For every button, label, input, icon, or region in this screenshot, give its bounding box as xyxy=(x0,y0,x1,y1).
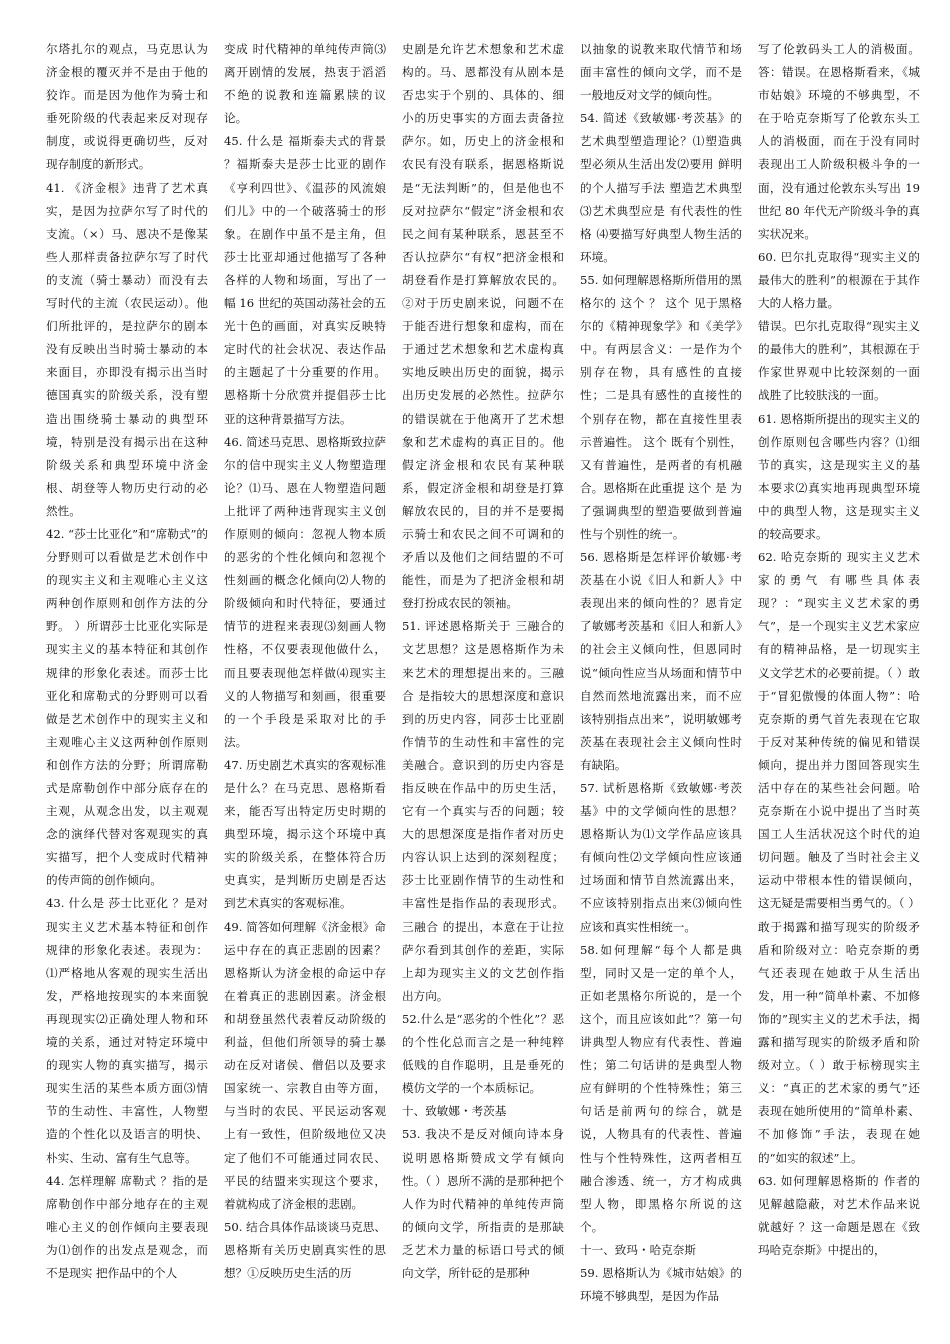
paragraph: 尔塔扎尔的观点，马克思认为济金根的覆灭并不是由于他的狡诈。而是因为他作为骑士和垂死阶级的代表起来反对现存制度，或说得更确切些，反对现存制度的新形式。 xyxy=(46,42,208,172)
paragraph: 52.什么是“恶劣的个性化”？恶的个性化总而言之是一种纯粹低贱的自作聪明，且是垂死的模仿文学的一个本质标记。 xyxy=(402,1011,564,1096)
paragraph: 十一、致玛・哈克奈斯 xyxy=(580,1242,696,1257)
paragraph: 53. 我决不是反对倾向诗本身 说明恩格斯赞成文学有倾向性。（ ）恩所不满的是那种把个人作为时代精神的单纯传声筒的倾向文学，所指责的是那缺乏艺术力量的标语口号式的倾向文学，所针砭的是那种 xyxy=(402,1127,564,1280)
paragraph: 47. 历史剧艺术真实的客观标准是什么？在马克思、恩格斯看来，能否写出特定历史时期的典型环境，揭示这个环境中真实的阶级关系，在整体符合历史真实，是判断历史剧是否达到艺术真实的客观标准。 xyxy=(224,757,386,911)
paragraph: 错误。巴尔扎克取得“现实主义的最伟大的胜利”，其根源在于作家世界观中比较深刻的一面战胜了比较肤浅的一面。 xyxy=(758,319,920,403)
paragraph: 54. 简述《致敏娜·考茨基》的艺术典型塑造理论？⑴塑造典型必须从生活出发⑵要用 鲜明的个人描写手法 塑造艺术典型⑶艺术典型应是 有代表性的性格 ⑷要描写好典型人物生活的环境。 xyxy=(580,111,742,264)
paragraph: 50. 结合具体作品谈谈马克思、恩格斯有关历史剧真实性的思想？①反映历史生活的历 xyxy=(224,1219,386,1280)
paragraph: 58.如何理解“每个人都是典型，同时又是一定的单个人，正如老黑格尔所说的，是一个这个，而且应该如此”？第一句讲典型人物应有代表性、普遍性；第二句话讲的是典型人物应有鲜明的个性特殊性；第三句话是前两句的综合，就是说，人物具有的代表性、普遍性与个性特殊性，这两者相互融合渗透、统一，方才构成典型人物，即黑格尔所说的这个。 xyxy=(580,942,742,1234)
paragraph: 57. 试析恩格斯《致敏娜·考茨基》中的文学倾向性的思想？恩格斯认为⑴文学作品应该具有倾向性⑵文学倾向性应该通过场面和情节自然流露出来，不应该特别指点出来⑶倾向性应该和真实性相统一。 xyxy=(580,781,742,934)
paragraph: 49. 简答如何理解《济金根》命运中存在的真正悲剧的因素？恩格斯认为济金根的命运中存在着真正的悲剧因素。济金根和胡登虽然代表着反动阶级的利益，但他们所领导的骑士暴动在反对诸侯、僧侣以及要求国家统一、宗教自由等方面，与当时的农民、平民运动客观上有一致性，但阶级地位又决定了他们不可能通过同农民、平民的结盟来实现这个要求，着就构成了济金根的悲剧。 xyxy=(224,919,386,1211)
text-column xyxy=(402,38,564,1338)
paragraph: 变成 时代精神的单纯传声筒⑶离开剧情的发展，热衷于滔滔不绝的说教和连篇累牍的议论。 xyxy=(224,42,386,126)
paragraph: 56. 恩格斯是怎样评价敏娜·考茨基在小说《旧人和新人》中表现出来的倾向性的？恩肯定了敏娜考茨基和《旧人和新人》的社会主义倾向性，但恩同时说“倾向性应当从场面和情节中自然而然地流露出来，而不应该特别指点出来”，说明敏娜考茨基在表现社会主义倾向性时有缺陷。 xyxy=(580,550,742,772)
paragraph: 42. “莎士比亚化”和“席勒式”的分野则可以看做是艺术创作中的现实主义和主观唯心主义这两种创作原则和创作方法的分野。 ）所谓莎士比亚化实际是现实主义的基本特征和其创作规律的形象化表述。而莎士比亚化和席勒式的分野则可以看做是艺术创作中的现实主义和主观唯心主义这两种创作原则和创作方法的分野；所谓席勒式是席勒创作中部分底存在的主观，从观念出发，以主观观念的演绎代替对客观现实的真实描写，把个人变成时代精神的传声筒的创作倾向。 xyxy=(46,526,208,888)
paragraph: 以抽象的说教来取代情节和场面丰富性的倾向文学，而不是一般地反对文学的倾向性。 xyxy=(580,42,742,103)
text-column xyxy=(224,38,386,1338)
paragraph: 44. 怎样理解 席勒式 ？指的是席勒创作中部分地存在的主观唯心主义的创作倾向主要表现为⑴创作的出发点是观念，而不是现实 把作品中的个人 xyxy=(46,1173,208,1280)
paragraph: 59. 恩格斯认为《城市姑娘》的环境不够典型，是因为作品 xyxy=(580,1265,742,1304)
paragraph: 45. 什么是 福斯泰夫式的背景 ？福斯泰夫是莎士比亚的剧作《亨利四世》、《温莎的风流娘们儿》中的一个破落骑士的形象。在剧作中虽不是主角，但莎士比亚却通过他描写了各种各样的人物和场面，写出了一幅 16 世纪的英国动荡社会的五光十色的画面，对真实反映特定时代的社会状况、表达作品的主题起了十分重要的作用。恩格斯十分欣赏并提倡莎士比亚的这种背景描写方法。 xyxy=(224,134,386,426)
text-column xyxy=(758,38,920,1338)
paragraph: 61. 恩格斯所提出的现实主义的创作原则包含哪些内容？⑴细节的真实，这是现实主义的基本要求⑵真实地再现典型环境中的典型人物，这是现实主义的较高要求。 xyxy=(758,411,920,541)
text-column xyxy=(580,38,742,1338)
paragraph: 51. 评述恩格斯关于 三融合的文艺思想？这是恩格斯作为未来艺术的理想提出来的。三融合 是指较大的思想深度和意识到的历史内容，同莎士比亚剧作情节的生动性和丰富性的完美融合。意识到的历史内容是指反映在作品中的历史生活，它有一个真实与否的问题；较大的思想深度是指作者对历史内容认识上达到的深刻程度；莎士比亚剧作情节的生动性和丰富性是指作品的表现形式。 三融合 的提出，本意在于让拉萨尔看到其创作的差距，实际上却为现实主义的文艺创作指出方向。 xyxy=(402,619,564,1003)
paragraph: 55. 如何理解恩格斯所借用的黑格尔的 这个 ？ 这个 见于黑格尔的《精神现象学》和《美学》中。有两层含义：一是作为个别存在物，具有感性的直接性；二是具有感性的直接性的个别存在物，都在直接性里表示普遍性。 这个 既有个别性，又有普遍性，是两者的有机融合。恩格斯在此重提 这个 是 为了强调典型的塑造要做到普遍性与个别性的统一。 xyxy=(580,272,742,541)
paragraph: 写了伦敦码头工人的消极面。答：错误。在恩格斯看来，《城市姑娘》环境的不够典型，不在于哈克奈斯写了伦敦东头工人的消极面，而在于没有同时表现出工人阶级积极斗争的一面，没有通过伦敦东头写出 19 世纪 80 年代无产阶级斗争的真实状况来。 xyxy=(758,42,920,241)
text-column xyxy=(46,38,208,1338)
paragraph: 46. 简述马克思、恩格斯致拉萨尔的信中现实主义人物塑造理论？⑴马、恩在人物塑造问题上批评了两种违背现实主义创作原则的倾向：忽视人物本质的恶劣的个性化倾向和忽视个性刻画的概念化倾向⑵人物的阶级倾向和时代特征，要通过情节的进程来表现⑶刻画人物性格，不仅要表现他做什么，而且要表现他怎样做⑷现实主义的人物描写和刻画，很重要的一个手段是采取对比的手法。 xyxy=(224,434,386,749)
paragraph: 41. 《济金根》违背了艺术真实，是因为拉萨尔写了时代的支流。（×）马、恩决不是像某些人那样责备拉萨尔写了时代的支流（骑士暴动）而没有去写时代的主流（农民运动）。他们所批评的，是拉萨尔的剧本没有反映出当时骑士暴动的本来面目，亦即没有揭示出当时德国真实的阶级关系，没有塑造出围绕骑士暴动的典型环境，特别是没有揭示出在这种阶级关系和典型环境中济金根、胡登等人物历史行动的必然性。 xyxy=(46,180,208,518)
paragraph: 60. 巴尔扎克取得“现实主义的最伟大的胜利”的根源在于其作大的人格力量。 xyxy=(758,249,920,311)
paragraph: 43. 什么是 莎士比亚化 ？是对现实主义艺术基本特征和创作规律的形象化表述。表现为：⑴严格地从客观的现实生活出发，严格地按现实的本来面貌再现现实⑵正确处理人物和环境的关系，通过对特定环境中的现实人物的真实描写，揭示现实生活的某些本质方面⑶情节的生动性、丰富性，人物塑造的个性化以及语言的明快、朴实、生动、富有生气息等。 xyxy=(46,896,208,1165)
paragraph: 63. 如何理解恩格斯的 作者的见解越隐蔽，对艺术作品来说就越好 ？这一命题是恩在《致玛哈克奈斯》中提出的， xyxy=(758,1173,920,1257)
paragraph: 62. 哈克奈斯的 现实主义艺术家的勇气 有哪些具体表现？：“现实主义艺术家的勇气”，是一个现实主义艺术家应有的精神品格，是一切现实主义文学艺术的必要前提。（ ）敢于“冒犯傲慢的体面人物”：哈克奈斯的勇气首先表现在它取于反对某种传统的偏见和错误倾向，提出并力图回答现实生活中存在的某些社会问题。哈克奈斯在小说中提出了当时英国工人生活状况这个时代的迫切问题。触及了当时社会主义运动中带根本性的错误倾向，这无疑是需要相当勇气的。（ ）敢于揭露和描写现实的阶级矛盾和阶级对立：哈克奈斯的勇气还表现在她敢于从生活出发，用一种“简单朴素、不加修饰的”现实主义的艺术手法，揭露和描写现实的阶级矛盾和阶级对立。（ ）敢于标榜现实主义：“真正的艺术家的勇气”还表现在她所使用的“简单朴素、不加修饰”手法，表现在她的“如实的叙述”上。 xyxy=(758,550,920,1165)
paragraph: 史剧是允许艺术想象和艺术虚构的。马、恩都没有从剧本是否忠实于个别的、具体的、细小的历史事实的方面去责备拉萨尔。如，历史上的济金根和农民有没有联系，据恩格斯说是“无法判断”的，但是他也不反对拉萨尔“假定”济金根和农民之间有某种联系，恩甚至不否认拉萨尔“有权”把济金根和胡登看作是打算解放农民的。②对于历史剧来说，问题不在于能否进行想象和虚构，而在于通过艺术想象和艺术虚构真实地反映出历史的面貌，揭示出历史发展的必然性。拉萨尔的错误就在于他离开了艺术想象和艺术虚构的真正目的。他假定济金根和农民有某种联系，假定济金根和胡登是打算解放农民的，目的并不是要揭示骑士和农民之间不可调和的矛盾以及他们之间结盟的不可能性，而是为了把济金根和胡登打扮成农民的领袖。 xyxy=(402,42,564,611)
paragraph: 十、致敏娜・考茨基 xyxy=(402,1104,507,1119)
